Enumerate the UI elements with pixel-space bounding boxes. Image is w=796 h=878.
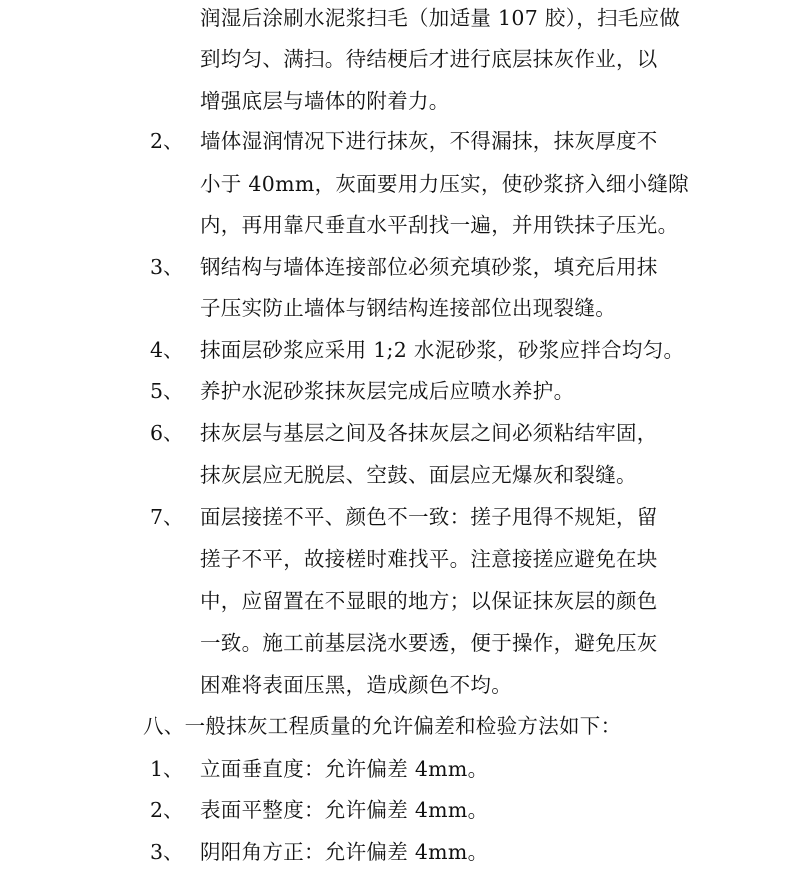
item-number: 2、 — [150, 798, 184, 822]
item-number: 1、 — [150, 757, 184, 781]
item-line: 内，再用靠尺垂直水平刮找一遍，并用铁抹子压光。 — [200, 213, 679, 237]
item-line: 立面垂直度：允许偏差 4mm。 — [200, 757, 489, 781]
item-line: 养护水泥砂浆抹灰层完成后应喷水养护。 — [200, 379, 575, 403]
item-line: 抹灰层与基层之间及各抹灰层之间必须粘结牢固， — [200, 421, 658, 445]
item-line: 钢结构与墙体连接部位必须充填砂浆，填充后用抹 — [200, 255, 658, 279]
item-line: 表面平整度：允许偏差 4mm。 — [200, 798, 489, 822]
item-number: 7、 — [150, 505, 184, 529]
item-line: 中，应留置在不显眼的地方；以保证抹灰层的颜色 — [200, 589, 658, 613]
item-line: 子压实防止墙体与钢结构连接部位出现裂缝。 — [200, 296, 616, 320]
item-line: 抹灰层应无脱层、空鼓、面层应无爆灰和裂缝。 — [200, 463, 637, 487]
item-number: 4、 — [150, 338, 184, 362]
item-number: 6、 — [150, 421, 184, 445]
item-line: 一致。施工前基层浇水要透，便于操作，避免压灰 — [200, 631, 658, 655]
item-line: 墙体湿润情况下进行抹灰，不得漏抹，抹灰厚度不 — [200, 129, 658, 153]
item-line: 小于 40mm，灰面要用力压实，使砂浆挤入细小缝隙 — [200, 172, 689, 196]
intro-line: 润湿后涂刷水泥浆扫毛（加适量 107 胶），扫毛应做 — [200, 6, 681, 30]
item-line: 面层接搓不平、颜色不一致：搓子甩得不规矩，留 — [200, 505, 658, 529]
item-line: 搓子不平，故接槎时难找平。注意接搓应避免在块 — [200, 547, 658, 571]
item-number: 3、 — [150, 255, 184, 279]
section-heading: 八、一般抹灰工程质量的允许偏差和检验方法如下： — [143, 714, 622, 738]
intro-line: 增强底层与墙体的附着力。 — [200, 89, 450, 113]
intro-line: 到均匀、满扫。待结梗后才进行底层抹灰作业，以 — [200, 47, 658, 71]
item-line: 抹面层砂浆应采用 1;2 水泥砂浆，砂浆应拌合均匀。 — [200, 338, 685, 362]
item-line: 困难将表面压黑，造成颜色不均。 — [200, 673, 512, 697]
item-number: 3、 — [150, 840, 184, 864]
item-number: 2、 — [150, 129, 184, 153]
item-number: 5、 — [150, 379, 184, 403]
item-line: 阴阳角方正：允许偏差 4mm。 — [200, 840, 489, 864]
